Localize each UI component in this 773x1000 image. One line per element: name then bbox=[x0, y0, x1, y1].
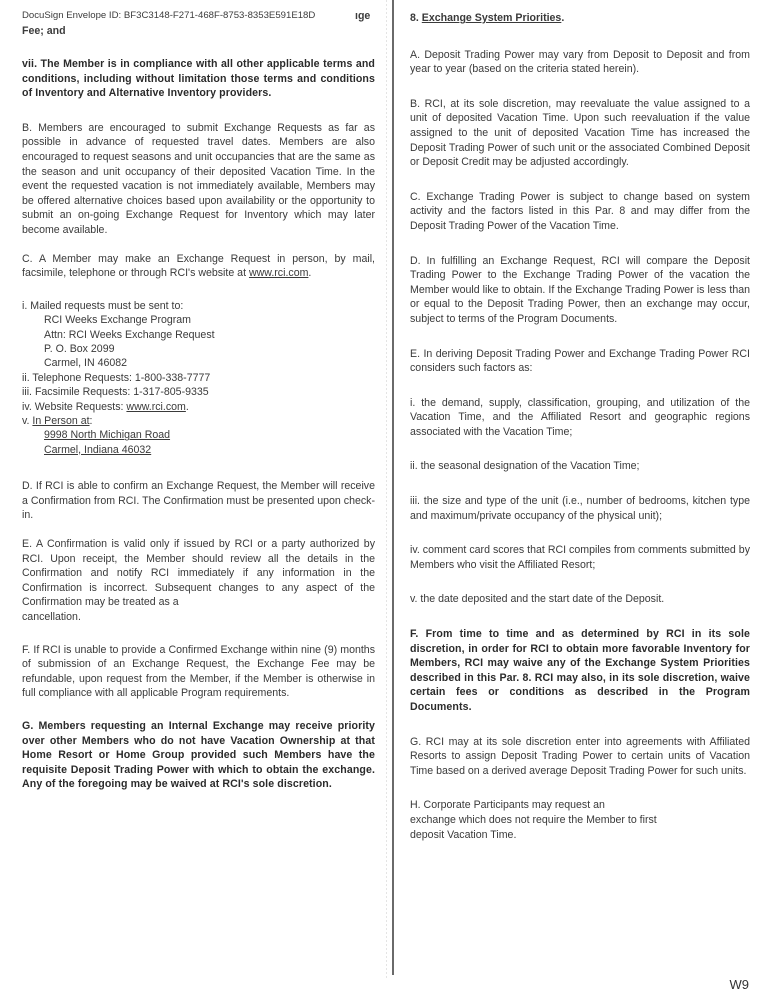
address-line: 9998 North Michigan Road bbox=[44, 429, 171, 442]
clause-f-left: F. If RCI is unable to provide a Confirmed Exchange within nine (9) months of submission of an Exchange Request, the Exchange Fee may be refundable, upon request from the Member, if the Member is otherwise in full compliance with all applicable Program requirements. bbox=[22, 643, 375, 700]
clause-a-right: A. Deposit Trading Power may vary from Deposit to Deposit and from year to year (based on the criteria stated herein). bbox=[410, 48, 750, 76]
telephone-requests: ii. Telephone Requests: 1-800-338-7777 bbox=[22, 371, 211, 384]
clause-c-end: . bbox=[308, 267, 312, 280]
clause-c-left bbox=[22, 252, 375, 281]
website-link[interactable]: www.rci.com bbox=[126, 400, 186, 413]
website-label: iv. Website Requests: bbox=[22, 400, 127, 413]
clause-c-right: C. Exchange Trading Power is subject to change based on system activity and the factors listed in this Par. 8 and may differ from the Deposit Trading Power of the Vacation Time. bbox=[410, 190, 750, 232]
in-person-prefix: v. bbox=[22, 414, 33, 427]
column-divider bbox=[392, 0, 394, 975]
clause-e-end: cancellation. bbox=[22, 610, 81, 623]
factor-iii: iii. the size and type of the unit (i.e., number of bedrooms, kitchen type and maximum/private occupancy of the physical unit); bbox=[410, 495, 750, 522]
clause-vii: vii. The Member is in compliance with all other applicable terms and conditions, including without limitation those terms and conditions of Inventory and Alternative Inventory providers. bbox=[22, 58, 375, 100]
clause-b-right: B. RCI, at its sole discretion, may reevaluate the value assigned to a unit of deposited Vacation Time. Upon such reevaluation if the value assigned to the unit of deposited Vacation Time has increased the Deposit Trading Power of such unit or the associated Combined Deposit or Deposit Credit may be adjusted accordingly. bbox=[410, 97, 750, 169]
mail-line: Attn: RCI Weeks Exchange Request bbox=[44, 328, 215, 341]
factor-iv: iv. comment card scores that RCI compiles from comments submitted by Members who visit the Affiliated Resort; bbox=[410, 544, 750, 571]
clause-f-right: F. From time to time and as determined by RCI in its sole discretion, in order for RCI to obtain more favorable Inventory for Members, RCI may waive any of the Exchange System Priorities described in this Par. 8. RCI may also, in its sole discretion, waive certain fees or conditions as described in the Program Documents. bbox=[410, 628, 750, 713]
clause-b-left: B. Members are encouraged to submit Exchange Requests as far as possible in advance of requested travel dates. Members are also encouraged to request seasons and unit occupancies that are the same as the season and unit occupancy of their deposited Vacation Time. In the event the requested vacation is not immediately available, Members may be offered alternative choices based upon availability or the opportunity to submit an on-going Exchange Request for Inventory which may later become available. bbox=[22, 121, 375, 236]
factor-ii: ii. the seasonal designation of the Vacation Time; bbox=[410, 460, 640, 473]
factor-i: i. the demand, supply, classification, grouping, and utilization of the Vacation Time, and the Affiliated Resort and geographic regions associated with the Vacation Time; bbox=[410, 396, 750, 438]
section-heading bbox=[410, 11, 750, 26]
mail-line: Carmel, IN 46082 bbox=[44, 357, 128, 370]
right-column bbox=[410, 11, 750, 842]
column-guide-line bbox=[386, 0, 387, 980]
clause-h-line: exchange which does not require the Member to first bbox=[410, 813, 657, 826]
mail-line: RCI Weeks Exchange Program bbox=[44, 314, 191, 327]
clause-e-right: E. In deriving Deposit Trading Power and Exchange Trading Power RCI considers such factors as: bbox=[410, 347, 750, 375]
in-person-colon: : bbox=[89, 414, 93, 427]
mail-intro: i. Mailed requests must be sent to: bbox=[22, 299, 184, 312]
section-end: . bbox=[561, 12, 565, 24]
facsimile-requests: iii. Facsimile Requests: 1-317-805-9335 bbox=[22, 386, 209, 399]
left-column bbox=[22, 57, 375, 806]
clause-h-right bbox=[410, 798, 750, 842]
clause-d-right: D. In fulfilling an Exchange Request, RCI will compare the Deposit Trading Power to the Exchange Trading Power of the vacation the Member would like to obtain. If the Exchange Trading Power is less than or equal to the Deposit Trading Power, then an exchange may occur, subject to terms of the Program Documents. bbox=[410, 254, 750, 325]
website-end: . bbox=[185, 400, 189, 413]
mail-line: P. O. Box 2099 bbox=[44, 342, 115, 355]
clause-c-text: C. A Member may make an Exchange Request in person, by mail, facsimile, telephone or through RCI's website at bbox=[22, 252, 375, 280]
clause-h-line: H. Corporate Participants may request an bbox=[410, 799, 605, 812]
docusign-envelope-id: DocuSign Envelope ID: BF3C3148-F271-468F-8753-8353E591E18D bbox=[22, 10, 316, 21]
page-label: W9 bbox=[729, 977, 749, 992]
clause-e-text: E. A Confirmation is valid only if issued by RCI or a party authorized by RCI. Upon receipt, the Member should review all the details in the Confirmation and notify RCI immediately if any information in the Confirmation is incorrect. Subsequent changes to any aspect of the Confirmation may be treated as a bbox=[22, 537, 375, 609]
clause-g-right: G. RCI may at its sole discretion enter into agreements with Affiliated Resorts to assign Deposit Trading Power to certain units of Vacation Time based on a derived average Deposit Trading Power for such units. bbox=[410, 735, 750, 777]
fee-line: Fee; and bbox=[22, 25, 66, 37]
rci-website-link[interactable]: www.rci.com bbox=[248, 267, 309, 280]
in-person-label: In Person at bbox=[32, 414, 90, 427]
clause-h-line: deposit Vacation Time. bbox=[410, 828, 517, 841]
clause-d-left: D. If RCI is able to confirm an Exchange Request, the Member will receive a Confirmation from RCI. The Confirmation must be presented upon check-in. bbox=[22, 480, 375, 522]
in-person bbox=[22, 414, 375, 428]
section-title: Exchange System Priorities bbox=[421, 12, 562, 24]
address-line: Carmel, Indiana 46032 bbox=[44, 443, 152, 456]
contact-list bbox=[22, 299, 375, 457]
clause-e-left bbox=[22, 537, 375, 610]
truncated-header-text: ıge bbox=[355, 10, 371, 22]
section-number: 8. bbox=[410, 12, 422, 24]
website-requests bbox=[22, 400, 375, 414]
factor-v: v. the date deposited and the start date of the Deposit. bbox=[410, 593, 665, 606]
clause-g-left: G. Members requesting an Internal Exchange may receive priority over other Members who do not have Vacation Ownership at that Home Resort or Home Group provided such Members have the requisite Deposit Trading Power with which to obtain the exchange. Any of the foregoing may be waived at RCI's sole discretion. bbox=[22, 719, 375, 791]
